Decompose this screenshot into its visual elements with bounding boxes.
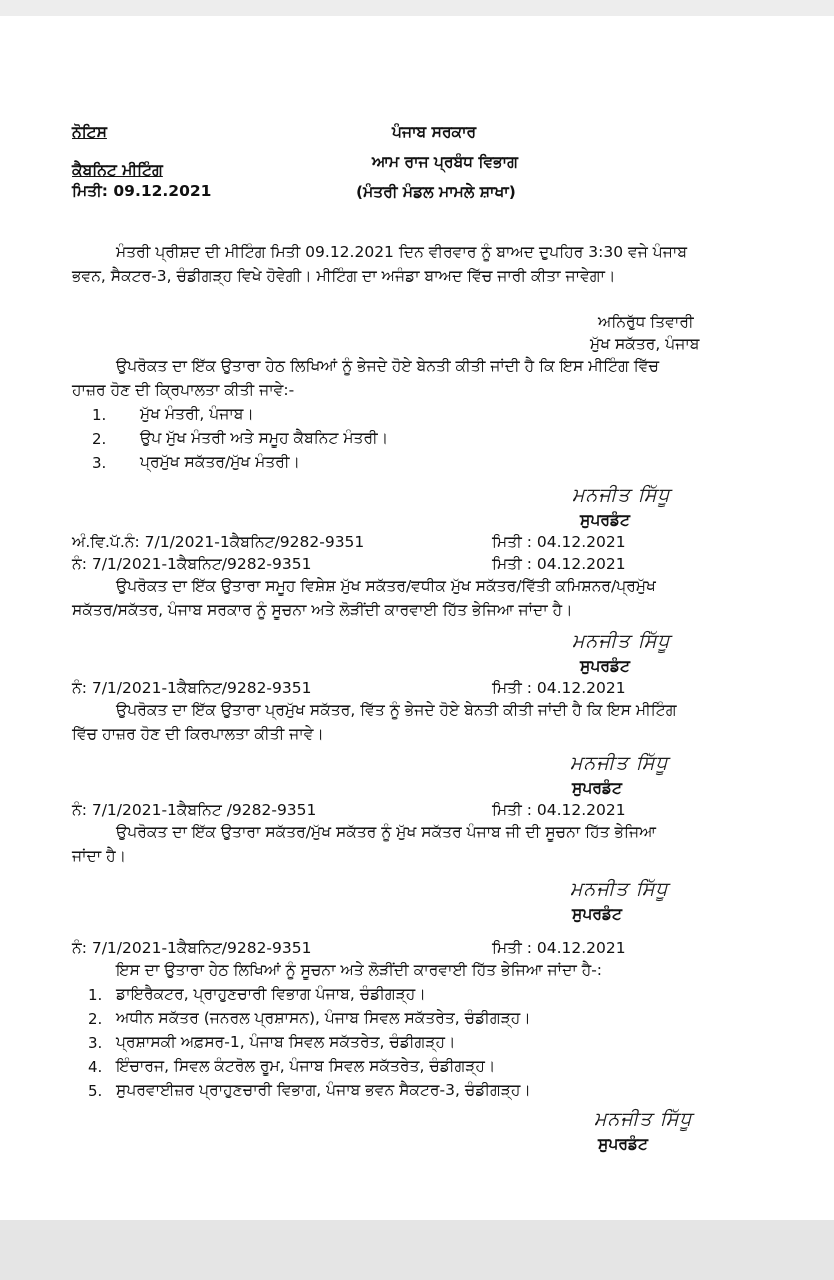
copy3-line-1: ਉਪਰੋਕਤ ਦਾ ਇੱਕ ਉਤਾਰਾ ਪ੍ਰਮੁੱਖ ਸਕੱਤਰ, ਵਿੱਤ ਨੂੰ ਭੇਜਦੇ ਹੋਏ ਬੇਨਤੀ ਕੀਤੀ ਜਾਂਦੀ ਹੈ ਕਿ ਇਸ ਮੀਟਿੰਗ	[116, 701, 677, 719]
copy1-item-num: 1.	[92, 406, 107, 424]
copy1-item-num: 3.	[92, 454, 107, 472]
reference-date: ਮਿਤੀ : 04.12.2021	[492, 801, 626, 819]
handwritten-signature: ਮਨਜੀਤ ਸਿੱਧੂ	[572, 630, 671, 652]
superintendent-title: ਸੁਪਰਡੰਟ	[580, 657, 630, 675]
reference-number: ਨੰ: 7/1/2021-1ਕੈਬਨਿਟ/9282-9351	[72, 555, 312, 573]
copy1-item-num: 2.	[92, 430, 107, 448]
notice-label: ਨੋਟਿਸ	[72, 123, 107, 141]
govt-name: ਪੰਜਾਬ ਸਰਕਾਰ	[392, 123, 477, 141]
copy5-item-text: ਪ੍ਰਸ਼ਾਸਕੀ ਅਫ਼ਸਰ-1, ਪੰਜਾਬ ਸਿਵਲ ਸਕੱਤਰੇਤ, ਚੰਡੀਗੜ੍ਹ।	[116, 1033, 456, 1051]
copy5-item-num: 3.	[88, 1034, 103, 1052]
intro-line-2: ਭਵਨ, ਸੈਕਟਰ-3, ਚੰਡੀਗੜ੍ਹ ਵਿਖੇ ਹੋਵੇਗੀ। ਮੀਟਿੰਗ ਦਾ ਅਜੰਡਾ ਬਾਅਦ ਵਿੱਚ ਜਾਰੀ ਕੀਤਾ ਜਾਵੇਗਾ।	[72, 267, 616, 285]
superintendent-title: ਸੁਪਰਡੰਟ	[572, 905, 622, 923]
reference-date: ਮਿਤੀ : 04.12.2021	[492, 679, 626, 697]
branch-name: (ਮੰਤਰੀ ਮੰਡਲ ਮਾਮਲੇ ਸ਼ਾਖਾ)	[356, 183, 516, 201]
handwritten-signature: ਮਨਜੀਤ ਸਿੱਧੂ	[570, 878, 669, 900]
copy1-item-text: ਮੁੱਖ ਮੰਤਰੀ, ਪੰਜਾਬ।	[140, 405, 254, 423]
copy2-line-1: ਉਪਰੋਕਤ ਦਾ ਇੱਕ ਉਤਾਰਾ ਸਮੂਹ ਵਿਸ਼ੇਸ਼ ਮੁੱਖ ਸਕੱਤਰ/ਵਧੀਕ ਮੁੱਖ ਸਕੱਤਰ/ਵਿੱਤੀ ਕਮਿਸ਼ਨਰ/ਪ੍ਰਮੁੱਖ	[116, 577, 656, 595]
document-page	[0, 16, 834, 1220]
copy1-line-1: ਉਪਰੋਕਤ ਦਾ ਇੱਕ ਉਤਾਰਾ ਹੇਠ ਲਿਖਿਆਂ ਨੂੰ ਭੇਜਦੇ ਹੋਏ ਬੇਨਤੀ ਕੀਤੀ ਜਾਂਦੀ ਹੈ ਕਿ ਇਸ ਮੀਟਿੰਗ ਵਿੱਚ	[116, 357, 659, 375]
reference-number: ਨੰ: 7/1/2021-1ਕੈਬਨਿਟ/9282-9351	[72, 679, 312, 697]
copy5-item-num: 1.	[88, 986, 103, 1004]
department-name: ਆਮ ਰਾਜ ਪ੍ਰਬੰਧ ਵਿਭਾਗ	[372, 153, 518, 171]
copy5-item-num: 4.	[88, 1058, 103, 1076]
reference-date: ਮਿਤੀ : 04.12.2021	[492, 533, 626, 551]
reference-date: ਮਿਤੀ : 04.12.2021	[492, 939, 626, 957]
reference-date: ਮਿਤੀ : 04.12.2021	[492, 555, 626, 573]
handwritten-signature: ਮਨਜੀਤ ਸਿੱਧੂ	[570, 752, 669, 774]
copy5-line-1: ਇਸ ਦਾ ਉਤਾਰਾ ਹੇਠ ਲਿਖਿਆਂ ਨੂੰ ਸੂਚਨਾ ਅਤੇ ਲੋੜੀਂਦੀ ਕਾਰਵਾਈ ਹਿੱਤ ਭੇਜਿਆ ਜਾਂਦਾ ਹੈ-:	[116, 961, 603, 979]
copy5-item-text: ਅਧੀਨ ਸਕੱਤਰ (ਜਨਰਲ ਪ੍ਰਸ਼ਾਸਨ), ਪੰਜਾਬ ਸਿਵਲ ਸਕੱਤਰੇਤ, ਚੰਡੀਗੜ੍ਹ।	[116, 1009, 531, 1027]
copy5-item-text: ਸੁਪਰਵਾਈਜ਼ਰ ਪ੍ਰਾਹੁਣਚਾਰੀ ਵਿਭਾਗ, ਪੰਜਾਬ ਭਵਨ ਸੈਕਟਰ-3, ਚੰਡੀਗੜ੍ਹ।	[116, 1081, 531, 1099]
intro-line-1: ਮੰਤਰੀ ਪ੍ਰੀਸ਼ਦ ਦੀ ਮੀਟਿੰਗ ਮਿਤੀ 09.12.2021 ਦਿਨ ਵੀਰਵਾਰ ਨੂੰ ਬਾਅਦ ਦੁਪਹਿਰ 3:30 ਵਜੇ ਪੰਜਾਬ	[116, 243, 687, 261]
ao-reference-number: ਅੰ.ਵਿ.ਪੱ.ਨੰ: 7/1/2021-1ਕੈਬਨਿਟ/9282-9351	[72, 533, 365, 551]
cabinet-meeting-label: ਕੈਬਨਿਟ ਮੀਟਿੰਗ	[72, 161, 163, 179]
copy1-item-text: ਪ੍ਰਮੁੱਖ ਸਕੱਤਰ/ਮੁੱਖ ਮੰਤਰੀ।	[140, 453, 301, 471]
handwritten-signature: ਮਨਜੀਤ ਸਿੱਧੂ	[572, 484, 671, 506]
copy5-item-text: ਡਾਇਰੈਕਟਰ, ਪ੍ਰਾਹੁਣਚਾਰੀ ਵਿਭਾਗ ਪੰਜਾਬ, ਚੰਡੀਗੜ੍ਹ।	[116, 985, 426, 1003]
reference-number: ਨੰ: 7/1/2021-1ਕੈਬਨਿਟ /9282-9351	[72, 801, 317, 819]
copy4-line-1: ਉਪਰੋਕਤ ਦਾ ਇੱਕ ਉਤਾਰਾ ਸਕੱਤਰ/ਮੁੱਖ ਸਕੱਤਰ ਨੂੰ ਮੁੱਖ ਸਕੱਤਰ ਪੰਜਾਬ ਜੀ ਦੀ ਸੂਚਨਾ ਹਿੱਤ ਭੇਜਿਆ	[116, 823, 656, 841]
superintendent-title: ਸੁਪਰਡੰਟ	[598, 1135, 648, 1153]
bottom-strip	[0, 1220, 834, 1280]
copy1-line-2: ਹਾਜ਼ਰ ਹੋਣ ਦੀ ਕ੍ਰਿਪਾਲਤਾ ਕੀਤੀ ਜਾਵੇ:-	[72, 381, 295, 399]
superintendent-title: ਸੁਪਰਡੰਟ	[580, 511, 630, 529]
copy5-item-num: 2.	[88, 1010, 103, 1028]
signatory-title: ਮੁੱਖ ਸਕੱਤਰ, ਪੰਜਾਬ	[590, 335, 700, 353]
superintendent-title: ਸੁਪਰਡੰਟ	[572, 779, 622, 797]
signatory-name: ਅਨਿਰੁੱਧ ਤਿਵਾਰੀ	[598, 313, 694, 331]
copy1-item-text: ਉਪ ਮੁੱਖ ਮੰਤਰੀ ਅਤੇ ਸਮੂਹ ਕੈਬਨਿਟ ਮੰਤਰੀ।	[140, 429, 389, 447]
copy2-line-2: ਸਕੱਤਰ/ਸਕੱਤਰ, ਪੰਜਾਬ ਸਰਕਾਰ ਨੂੰ ਸੂਚਨਾ ਅਤੇ ਲੋੜੀਂਦੀ ਕਾਰਵਾਈ ਹਿੱਤ ਭੇਜਿਆ ਜਾਂਦਾ ਹੈ।	[72, 601, 573, 619]
copy5-item-num: 5.	[88, 1082, 103, 1100]
copy4-line-2: ਜਾਂਦਾ ਹੈ।	[72, 847, 127, 865]
top-bar	[0, 0, 834, 16]
copy5-item-text: ਇੰਚਾਰਜ, ਸਿਵਲ ਕੰਟਰੋਲ ਰੂਮ, ਪੰਜਾਬ ਸਿਵਲ ਸਕੱਤਰੇਤ, ਚੰਡੀਗੜ੍ਹ।	[116, 1057, 496, 1075]
handwritten-signature: ਮਨਜੀਤ ਸਿੱਧੂ	[594, 1108, 693, 1130]
notice-date: ਮਿਤੀ: 09.12.2021	[72, 182, 212, 200]
reference-number: ਨੰ: 7/1/2021-1ਕੈਬਨਿਟ/9282-9351	[72, 939, 312, 957]
copy3-line-2: ਵਿੱਚ ਹਾਜ਼ਰ ਹੋਣ ਦੀ ਕਿਰਪਾਲਤਾ ਕੀਤੀ ਜਾਵੇ।	[72, 725, 324, 743]
